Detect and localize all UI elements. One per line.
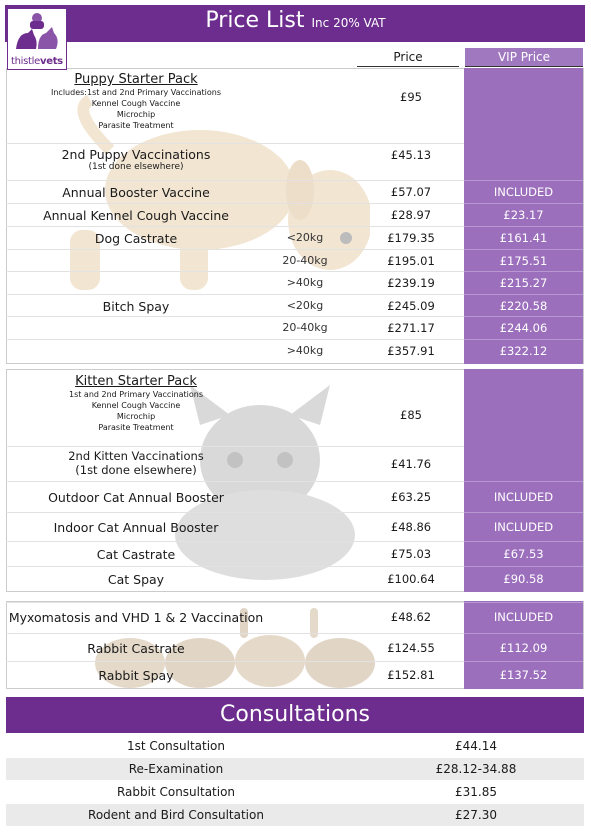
price-row bbox=[6, 296, 584, 317]
treatment-name: Annual Booster Vaccine bbox=[62, 185, 210, 200]
price-value: £195.01 bbox=[387, 254, 435, 268]
vip-row-divider bbox=[464, 180, 583, 181]
treatment-name: Cat Castrate bbox=[96, 547, 176, 562]
treatment-name: Rabbit Spay bbox=[98, 668, 174, 683]
vip-row-divider bbox=[464, 271, 583, 272]
logo-wordmark: thistlevets bbox=[11, 56, 63, 67]
second-puppy-name: 2nd Puppy Vaccinations (1st done elsewhere) bbox=[6, 147, 266, 172]
treatment-name: Cat Spay bbox=[107, 572, 165, 587]
page-title-text: Price List bbox=[205, 8, 305, 33]
price-value: £75.03 bbox=[390, 547, 432, 561]
row-divider bbox=[6, 512, 464, 513]
price-row bbox=[6, 228, 584, 249]
row-divider bbox=[6, 316, 464, 317]
vip-row-divider bbox=[464, 541, 583, 542]
vip-price-value: INCLUDED bbox=[493, 185, 554, 199]
vat-note: Inc 20% VAT bbox=[311, 16, 386, 30]
price-value: £63.25 bbox=[390, 490, 432, 504]
kitten-pack-line: Parasite Treatment bbox=[98, 423, 174, 432]
consultation-price: £28.12-34.88 bbox=[435, 762, 517, 776]
vip-row-divider bbox=[464, 294, 583, 295]
kitten-pack-line: Kennel Cough Vaccine bbox=[91, 401, 181, 410]
page-title bbox=[0, 8, 591, 33]
vip-row-divider bbox=[464, 226, 583, 227]
vip-price-value: £137.52 bbox=[499, 668, 548, 682]
vip-row-divider bbox=[464, 661, 583, 662]
vip-price-value: £67.53 bbox=[503, 547, 544, 561]
row-divider bbox=[6, 226, 464, 227]
vip-row-divider bbox=[464, 339, 583, 340]
thistle-vets-logo bbox=[7, 8, 67, 70]
price-row bbox=[6, 514, 584, 541]
row-divider bbox=[6, 446, 464, 447]
consultations-header: Consultations bbox=[6, 697, 584, 733]
vip-price-value: £322.12 bbox=[499, 344, 548, 358]
price-row bbox=[6, 182, 584, 203]
price-row bbox=[6, 663, 584, 688]
row-divider bbox=[6, 541, 464, 542]
consultation-row bbox=[6, 735, 584, 757]
price-row bbox=[6, 543, 584, 566]
row-divider bbox=[6, 661, 464, 662]
price-row bbox=[6, 483, 584, 512]
consultation-name: Re-Examination bbox=[128, 762, 224, 776]
row-divider bbox=[6, 294, 464, 295]
price-value: £124.55 bbox=[387, 641, 435, 655]
consultation-name: Rabbit Consultation bbox=[116, 785, 236, 799]
vip-row-divider bbox=[464, 512, 583, 513]
price-value: £152.81 bbox=[387, 668, 435, 682]
vip-price-value: £220.58 bbox=[499, 299, 548, 313]
consultation-row bbox=[6, 781, 584, 803]
price-row bbox=[6, 273, 584, 294]
treatment-name: Outdoor Cat Annual Booster bbox=[48, 490, 224, 505]
vip-price-value: INCLUDED bbox=[493, 610, 554, 624]
treatment-name: Bitch Spay bbox=[102, 299, 170, 314]
vip-price-value: £244.06 bbox=[499, 321, 548, 335]
weight-band: >40kg bbox=[286, 344, 324, 357]
treatment-name: Annual Kennel Cough Vaccine bbox=[43, 208, 229, 223]
kitten-pack-title: Kitten Starter Pack bbox=[75, 374, 197, 389]
thistle-pets-icon bbox=[8, 9, 66, 55]
puppy-pack-price: £95 bbox=[400, 90, 422, 104]
vip-row-divider bbox=[464, 566, 583, 567]
row-divider bbox=[6, 566, 464, 567]
price-value: £57.07 bbox=[390, 185, 432, 199]
consultation-name: 1st Consultation bbox=[127, 739, 225, 753]
vip-row-divider bbox=[464, 249, 583, 250]
puppy-pack-line: Parasite Treatment bbox=[98, 121, 174, 130]
puppy-pack-line: Microchip bbox=[116, 110, 156, 119]
vip-price-value: £161.41 bbox=[499, 231, 548, 245]
vip-row-divider bbox=[464, 203, 583, 204]
price-value: £239.19 bbox=[387, 276, 435, 290]
puppy-pack-details bbox=[6, 72, 266, 131]
second-puppy-price: £45.13 bbox=[390, 148, 432, 162]
second-kitten-name: 2nd Kitten Vaccinations (1st done elsewhere) bbox=[6, 449, 266, 477]
weight-band: <20kg bbox=[286, 231, 324, 244]
puppy-pack-line: Kennel Cough Vaccine bbox=[91, 99, 181, 108]
vip-price-value: £90.58 bbox=[503, 572, 544, 586]
treatment-name: Rabbit Castrate bbox=[87, 641, 185, 656]
row-divider bbox=[6, 633, 464, 634]
weight-band: 20-40kg bbox=[282, 254, 328, 267]
vip-price-value: INCLUDED bbox=[493, 490, 554, 504]
vip-row-divider bbox=[464, 481, 583, 482]
second-kitten-note: (1st done elsewhere) bbox=[75, 463, 197, 477]
second-kitten-row bbox=[6, 449, 584, 481]
treatment-name: Indoor Cat Annual Booster bbox=[53, 520, 219, 535]
vip-price-value: £23.17 bbox=[503, 208, 544, 222]
consultation-row bbox=[6, 758, 584, 780]
second-puppy-row bbox=[6, 146, 584, 180]
price-row bbox=[6, 318, 584, 339]
row-divider bbox=[6, 481, 464, 482]
price-row bbox=[6, 635, 584, 661]
vip-row-divider bbox=[464, 633, 583, 634]
treatment-name: Dog Castrate bbox=[94, 231, 178, 246]
treatment-name: Myxomatosis and VHD 1 & 2 Vaccination bbox=[8, 610, 264, 625]
kitten-pack-details bbox=[6, 374, 266, 433]
puppy-pack-title: Puppy Starter Pack bbox=[74, 72, 198, 87]
vip-price-value: £112.09 bbox=[499, 641, 548, 655]
vip-price-value: £175.51 bbox=[499, 254, 548, 268]
row-divider bbox=[6, 602, 464, 603]
second-kitten-price: £41.76 bbox=[390, 457, 432, 471]
row-divider bbox=[6, 249, 464, 250]
row-divider bbox=[6, 203, 464, 204]
row-divider bbox=[6, 271, 464, 272]
price-row bbox=[6, 568, 584, 591]
price-value: £28.97 bbox=[390, 208, 432, 222]
consultation-price: £31.85 bbox=[455, 785, 497, 799]
kitten-pack-line: Microchip bbox=[116, 412, 156, 421]
price-value: £100.64 bbox=[387, 572, 435, 586]
vip-price-value: £215.27 bbox=[499, 276, 548, 290]
kitten-pack-line: 1st and 2nd Primary Vaccinations bbox=[68, 390, 203, 399]
consultation-name: Rodent and Bird Consultation bbox=[88, 808, 264, 822]
price-row bbox=[6, 205, 584, 226]
price-value: £179.35 bbox=[387, 231, 435, 245]
price-row bbox=[6, 251, 584, 272]
puppy-pack-line: Includes:1st and 2nd Primary Vaccinations bbox=[51, 88, 221, 97]
price-row bbox=[6, 341, 584, 362]
row-divider bbox=[6, 339, 464, 340]
vip-row-divider bbox=[464, 602, 583, 603]
price-value: £245.09 bbox=[387, 299, 435, 313]
consultation-price: £44.14 bbox=[455, 739, 497, 753]
puppy-pack-row bbox=[6, 70, 584, 142]
price-value: £48.86 bbox=[390, 520, 432, 534]
price-value: £271.17 bbox=[387, 321, 435, 335]
kitten-pack-price: £85 bbox=[400, 408, 422, 422]
weight-band: <20kg bbox=[286, 299, 324, 312]
weight-band: 20-40kg bbox=[282, 321, 328, 334]
kitten-pack-row bbox=[6, 372, 584, 446]
price-value: £48.62 bbox=[390, 610, 432, 624]
vip-price-value: INCLUDED bbox=[493, 520, 554, 534]
price-column-header: Price bbox=[357, 48, 459, 67]
vip-row-divider bbox=[464, 316, 583, 317]
second-puppy-note: (1st done elsewhere) bbox=[88, 162, 184, 172]
weight-band: >40kg bbox=[286, 276, 324, 289]
price-row bbox=[6, 604, 584, 631]
consultation-price: £27.30 bbox=[455, 808, 497, 822]
row-divider bbox=[6, 180, 464, 181]
vip-price-column-header: VIP Price bbox=[465, 48, 583, 67]
consultation-row bbox=[6, 804, 584, 826]
price-value: £357.91 bbox=[387, 344, 435, 358]
row-divider bbox=[6, 143, 464, 144]
